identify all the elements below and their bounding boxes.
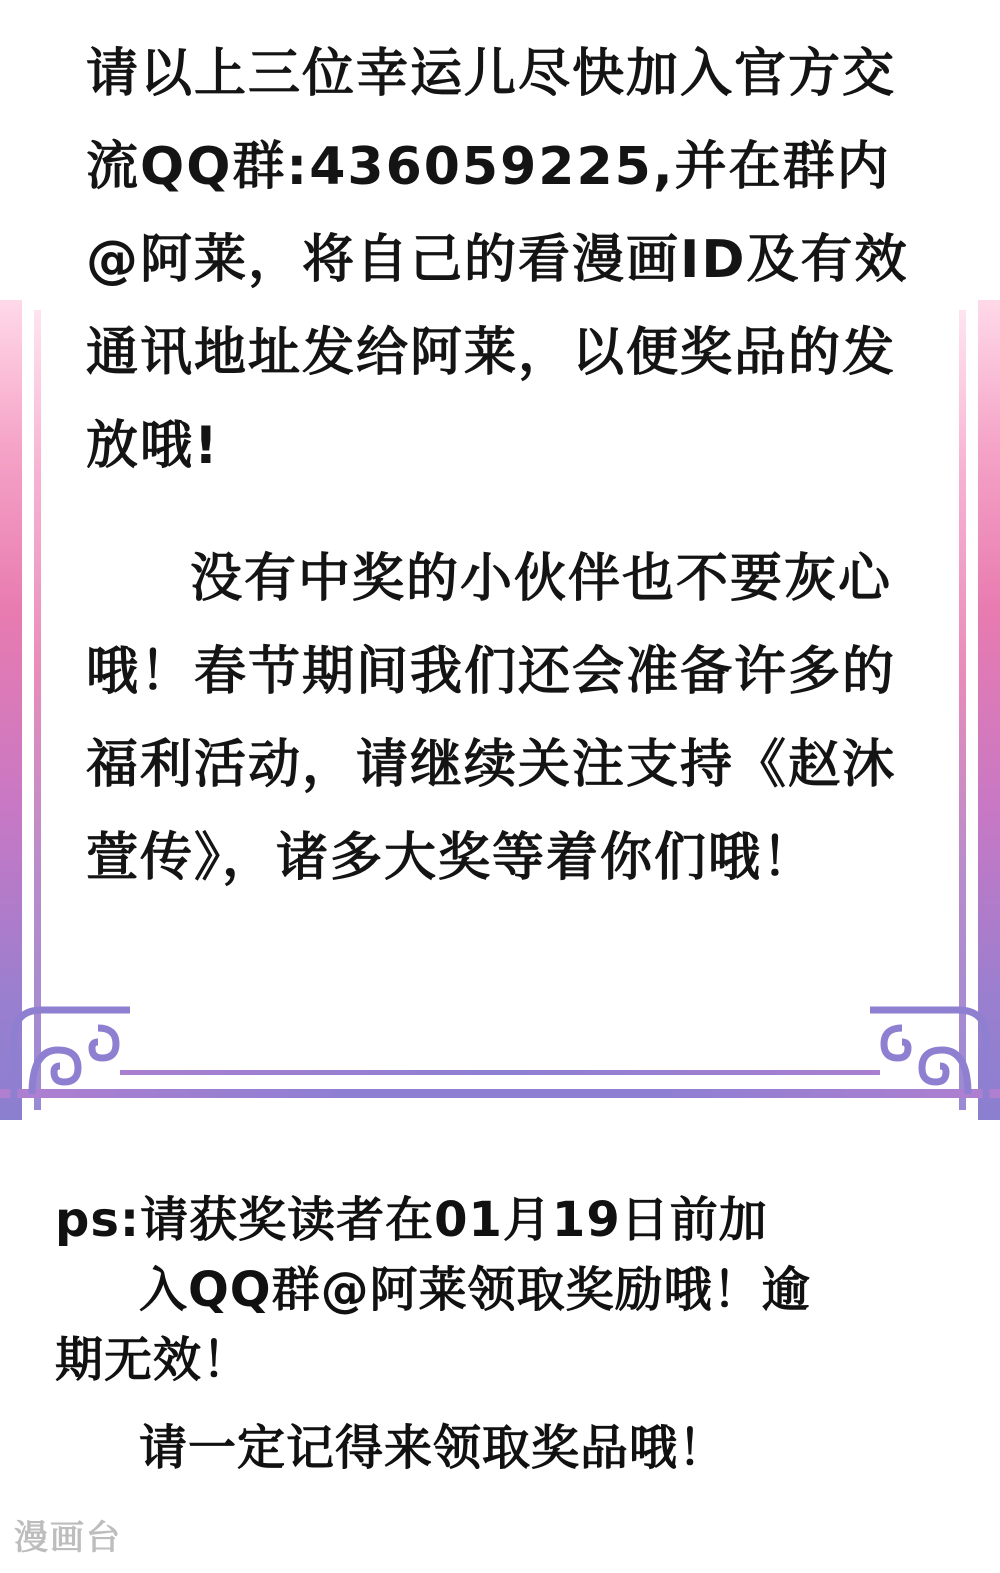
corner-flourish-icon bbox=[6, 998, 136, 1108]
notice-paragraph-2: 没有中奖的小伙伴也不要灰心哦！春节期间我们还会准备许多的福利活动，请继续关注支持《赵沐萱传》，诸多大奖等着你们哦！ bbox=[86, 549, 897, 888]
ps-notice bbox=[55, 1185, 955, 1483]
panel-divider bbox=[0, 1120, 1000, 1126]
ps-line-2: 入QQ群@阿莱领取奖励哦！逾 bbox=[139, 1262, 811, 1318]
notice-paragraph-1: 请以上三位幸运儿尽快加入官方交流QQ群:436059225,并在群内@阿莱，将自己的看漫画ID及有效通讯地址发给阿莱，以便奖品的发放哦! bbox=[86, 44, 909, 476]
ps-line-1: ps:请获奖读者在01月19日前加 bbox=[55, 1192, 768, 1248]
corner-flourish-icon bbox=[864, 998, 994, 1108]
frame-bottom-rule-outer bbox=[0, 1089, 1000, 1098]
frame-bottom-rule-inner bbox=[120, 1070, 880, 1075]
ps-line-3: 期无效！ bbox=[55, 1332, 252, 1388]
ps-line-4: 请一定记得来领取奖品哦！ bbox=[139, 1420, 728, 1476]
site-watermark: 漫画台 bbox=[14, 1518, 122, 1558]
notice-text bbox=[86, 28, 926, 905]
frame-bottom-ornament bbox=[0, 990, 1000, 1120]
